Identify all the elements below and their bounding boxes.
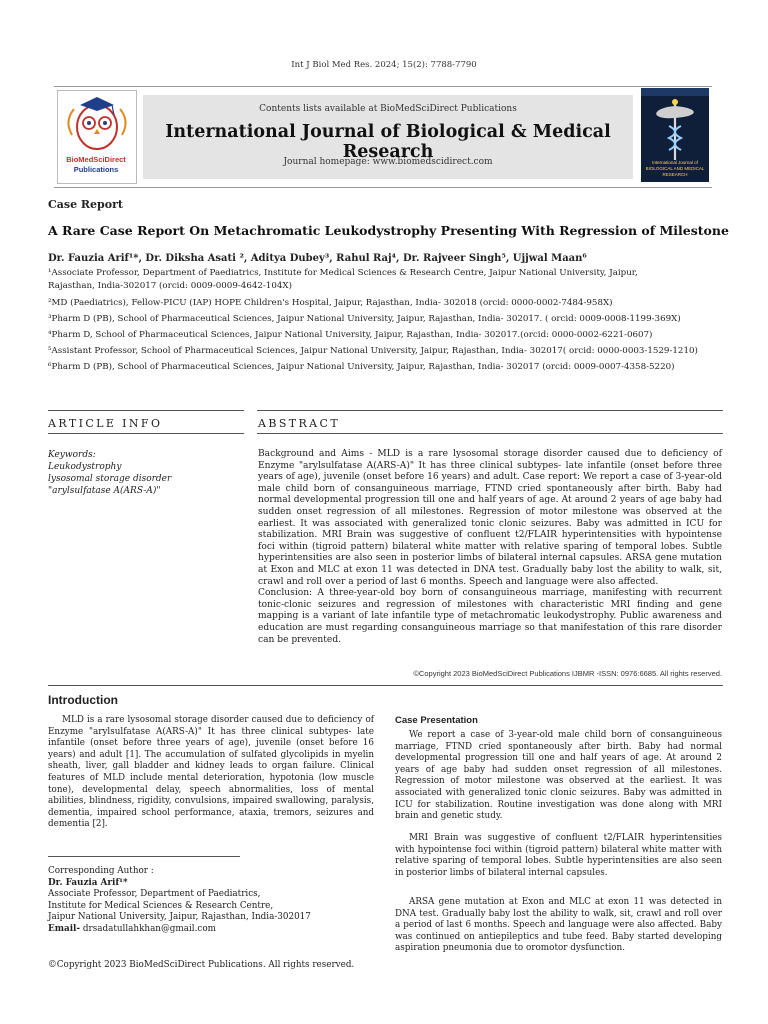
journal-cover-image bbox=[641, 88, 709, 182]
keyword: lysosomal storage disorder bbox=[48, 474, 172, 484]
affiliation-line: ¹Associate Professor, Department of Paediatrics, Institute for Medical Sciences & Research Centre, Jaipur National University, Jaipur, bbox=[48, 268, 638, 278]
abstract-body bbox=[258, 449, 722, 646]
corresponding-label: Corresponding Author : bbox=[48, 866, 154, 876]
article-type: Case Report bbox=[48, 198, 123, 211]
case-paragraph: We report a case of 3-year-old male child born of consanguineous marriage, FTND cried spontaneously after birth. Baby had normal developmental progression till one and half years of age. At around 2 years of age baby had sudden onset regression of all milestones. Regression of motor milestone was observed at the earliest. It was associated with generalized tonic clonic seizures. Baby was admitted in ICU for stabilization. Routine investigation was done along with MRI brain and genetic study. bbox=[395, 730, 722, 822]
contents-line: Contents lists available at BioMedSciDirect Publications bbox=[259, 104, 517, 114]
email-link[interactable]: drsadatullahkhan@gmail.com bbox=[80, 923, 216, 934]
article-info-heading: ARTICLE INFO bbox=[48, 417, 163, 430]
corresponding-line: Institute for Medical Sciences & Research Centre, bbox=[48, 900, 274, 911]
divider bbox=[257, 433, 723, 434]
logo-line-1: BioMedSciDirect bbox=[66, 155, 126, 164]
keyword: "arylsulfatase A(ARS-A)" bbox=[48, 486, 161, 496]
abstract-paragraph: Conclusion: A three-year-old boy born of consanguineous marriage, manifesting with recurrent tonic-clonic seizures and regression of milestones with characteristic MRI finding and gene mapping is a variant of late infantile type of metachromatic leukodystrophy. Public awareness and education are must regarding consanguineous marriage so that manifestation of this rare disorder can be prevented. bbox=[258, 588, 722, 645]
journal-homepage: Journal homepage: www.biomedscidirect.com bbox=[283, 157, 493, 167]
journal-title: International Journal of Biological & Medical Research bbox=[165, 122, 611, 162]
corresponding-line: Associate Professor, Department of Paediatrics, bbox=[48, 889, 261, 900]
affiliation-line: ⁴Pharm D, School of Pharmaceutical Sciences, Jaipur National University, Jaipur, Rajasthan, India- 302017.(orcid: 0000-0002-6221-0607) bbox=[48, 330, 653, 340]
introduction-heading: Introduction bbox=[48, 693, 118, 707]
keywords-block bbox=[48, 449, 171, 497]
email-label: Email- bbox=[48, 923, 81, 934]
publisher-logo-text bbox=[57, 155, 135, 175]
divider bbox=[48, 685, 723, 686]
corresponding-author-block bbox=[48, 866, 311, 936]
cover-caption: International Journal of BIOLOGICAL AND MEDICAL RESEARCH bbox=[645, 160, 705, 177]
article-title: A Rare Case Report On Metachromatic Leukodystrophy Presenting With Regression of Milestone bbox=[48, 223, 729, 238]
journal-citation: Int J Biol Med Res. 2024; 15(2): 7788-7790 bbox=[291, 60, 477, 70]
corresponding-name: Dr. Fauzia Arif¹* bbox=[48, 877, 128, 888]
introduction-paragraph: MLD is a rare lysosomal storage disorder caused due to deficiency of Enzyme "arylsulfatase A(ARS-A)" It has three clinical subtypes- late infantile (onset before three years of age), juvenile (onset before 16 years) and adult [1]. The accumulation of sulfated glycolipids in myelin sheath, liver, gall bladder and kidney leads to organ failure. Clinical features of MLD include mental deterioration, hypotonia (low muscle tone), developmental delay, speech abnormalities, loss of mental abilities, blindness, rigidity, convulsions, impaired swallowing, paralysis, dementia, impaired school performance, ataxia, tremors, seizures and dementia [2]. bbox=[48, 715, 374, 830]
affiliation-line: ³Pharm D (PB), School of Pharmaceutical Sciences, Jaipur National University, Jaipur, Rajasthan, India- 302017. ( orcid: 0009-0008-1199-369X) bbox=[48, 314, 681, 324]
abstract-copyright: ©Copyright 2023 BioMedSciDirect Publications IJBMR -ISSN: 0976:6685. All rights reserved. bbox=[413, 669, 722, 678]
corresponding-line: Jaipur National University, Jaipur, Rajasthan, India-302017 bbox=[48, 912, 311, 923]
case-paragraph: ARSA gene mutation at Exon and MLC at exon 11 was detected in DNA test. Gradually baby lost the ability to walk, sit, crawl and roll over a period of last 6 months. Speech and language were also affected. Baby was continued on antiepileptics and tube feed. Baby started developing aspiration pneumonia due to oromotor dysfunction. bbox=[395, 897, 722, 954]
logo-line-2: Publications bbox=[73, 165, 119, 174]
abstract-heading: ABSTRACT bbox=[258, 417, 341, 430]
affiliation-line: ⁶Pharm D (PB), School of Pharmaceutical Sciences, Jaipur National University, Jaipur, Rajasthan, India- 302017 (orcid: 0009-0007-4358-5220) bbox=[48, 362, 675, 372]
keywords-label: Keywords: bbox=[48, 450, 96, 460]
author-list: Dr. Fauzia Arif¹*, Dr. Diksha Asati ², Aditya Dubey³, Rahul Raj⁴, Dr. Rajveer Singh⁵, Ujjwal Maan⁶ bbox=[48, 253, 587, 264]
divider bbox=[48, 433, 244, 434]
divider bbox=[48, 410, 244, 411]
abstract-paragraph: Background and Aims - MLD is a rare lysosomal storage disorder caused due to deficiency of Enzyme "arylsulfatase A(ARS-A)" It has three clinical subtypes- late infantile (onset before three years of age), juvenile (onset before 16 years) and adult. Case report: We report a case of 3-year-old male child born of consanguineous marriage, FTND cried spontaneously after birth. Baby had normal developmental progression till one and half years of age. At around 2 years of age baby had sudden onset regression of all milestones. Regression of motor milestone was observed at the earliest. It was associated with generalized tonic clonic seizures. Baby was admitted in ICU for stabilization. MRI Brain was suggestive of confluent t2/FLAIR hyperintensities with hypointense foci within (tigroid pattern) bilateral white matter with relative sparing of temporal lobes. Subtle hyperintensities are also seen in posterior limbs of bilateral internal capsules. ARSA gene mutation at Exon and MLC at exon 11 was detected in DNA test. Gradually baby lost the ability to walk, sit, crawl and roll over a period of last 6 months. Speech and language were also affected. bbox=[258, 449, 722, 587]
footer-copyright: ©Copyright 2023 BioMedSciDirect Publications. All rights reserved. bbox=[48, 960, 355, 970]
case-presentation-heading: Case Presentation bbox=[395, 715, 478, 726]
divider bbox=[48, 856, 240, 857]
keyword: Leukodystrophy bbox=[48, 462, 122, 472]
case-paragraph: MRI Brain was suggestive of confluent t2/FLAIR hyperintensities with hypointense foci within (tigroid pattern) bilateral white matter with relative sparing of temporal lobes. Subtle hyperintensities are also seen in posterior limbs of bilateral internal capsules. bbox=[395, 833, 722, 878]
affiliation-line: Rajasthan, India-302017 (orcid: 0009-0009-4642-104X) bbox=[48, 281, 292, 291]
affiliation-line: ⁵Assistant Professor, School of Pharmaceutical Sciences, Jaipur National University, Jaipur, Rajasthan, India- 302017( orcid: 0000-0003-1529-1210) bbox=[48, 346, 698, 356]
divider bbox=[257, 410, 723, 411]
corresponding-email-row bbox=[48, 924, 311, 936]
owl-logo-icon bbox=[58, 91, 136, 153]
affiliation-line: ²MD (Paediatrics), Fellow-PICU (IAP) HOPE Children's Hospital, Jaipur, Rajasthan, India- 302018 (orcid: 0000-0002-7484-958X) bbox=[48, 298, 613, 308]
